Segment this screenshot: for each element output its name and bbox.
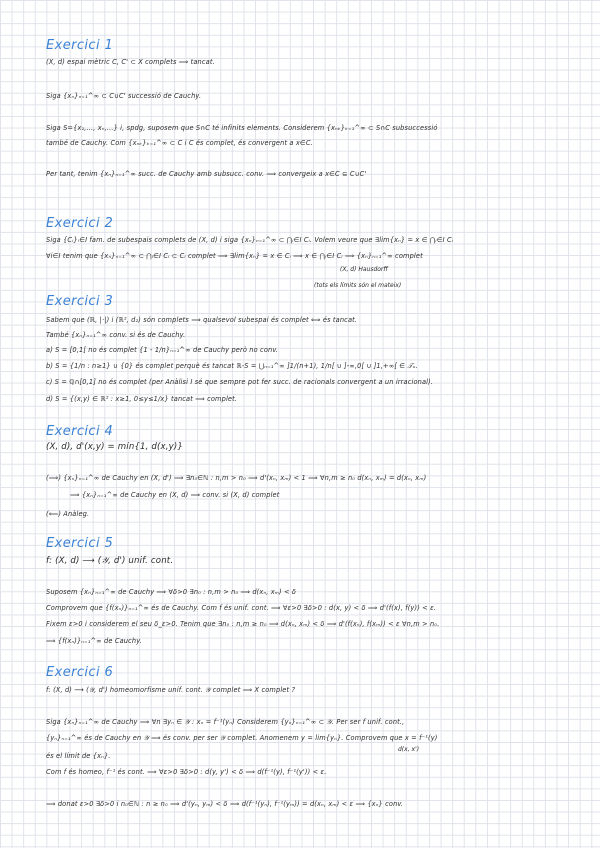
exercise-4-title: Exercici 4	[46, 424, 114, 439]
ex3-item-d: d) S = {(x,y) ∈ ℝ² : x≥1, 0≤y≤1/x} tancat ⟹ complet.	[46, 395, 238, 403]
ex5-line-2: Suposem {xₙ}ₙ₌₁^∞ de Cauchy ⟹ ∀δ>0 ∃n₀ : n,m > n₀ ⟹ d(xₙ, xₘ) < δ	[46, 588, 297, 596]
exercise-5-title: Exercici 5	[46, 536, 114, 551]
ex6-line-1: f: (X, d) ⟶ (𝒴, d') homeomorfisme unif. cont. 𝒴 complet ⟹ X complet ?	[46, 686, 296, 694]
ex4-line-2: (⟹) {xₙ}ₙ₌₁^∞ de Cauchy en (X, d') ⟹ ∃n₀∈ℕ : n,m > n₀ ⟹ d'(xₙ, xₘ) < 1 ⟹ ∀n,m ≥ n₀ d(xₙ, xₘ) = d(xₙ, xₘ)	[46, 474, 427, 482]
exercise-3-title: Exercici 3	[46, 294, 114, 309]
ex3-item-b: b) S = {1/n : n≥1} ∪ {0} és complet perquè és tancat ℝ-S = ⋃ₙ₌₁^∞ ]1/(n+1), 1/n[ ∪ ]-∞,0[ ∪ ]1,+∞[ ∈ 𝒯ᵤ.	[46, 362, 418, 370]
ex1-line-4: també de Cauchy. Com {xₙₖ}ₖ₌₁^∞ ⊂ C i C és complet, és convergent a x∈C.	[46, 139, 313, 147]
ex2-note-limits: (tots els límits són el mateix)	[314, 282, 402, 289]
ex2-line-2: ∀i∈I tenim que {xₙ}ₙ₌₁^∞ ⊂ ⋂ᵢ∈I Cᵢ ⊂ Cᵢ complet ⟹ ∃lim{xₙ} = x ∈ Cᵢ ⟹ x ∈ ⋂ᵢ∈I Cᵢ ⟹ {xₙ}ₙ₌₁^∞ complet	[46, 252, 423, 260]
ex6-line-3: {yₙ}ₙ₌₁^∞ és de Cauchy en 𝒴 ⟹ és conv. per ser 𝒴 complet. Anomenem y = lim{yₙ}. Comprovem que x = f⁻¹(y)	[46, 734, 438, 742]
ex5-line-4: Fixem ε>0 i considerem el seu δ_ε>0. Tenim que ∃n₀ : n,m ≥ n₀ ⟹ d(xₙ, xₘ) < δ ⟹ d'(f(xₙ), f(xₘ)) < ε ∀n,m > n₀.	[46, 620, 440, 628]
ex3-line-2: També {xₙ}ₙ₌₁^∞ conv. si és de Cauchy.	[46, 331, 186, 339]
ex6-line-4: és el límit de {xₙ}.	[46, 752, 111, 760]
ex3-line-1: Sabem que (ℝ, |·|) i (ℝ², d₂) són complets ⟹ qualsevol subespai és complet ⟺ és tancat.	[46, 316, 358, 324]
ex5-line-1: f: (X, d) ⟶ (𝒴, d') unif. cont.	[46, 556, 174, 566]
ex1-line-1: (X, d) espai mètric C, C' ⊂ X complets ⟹ tancat.	[46, 58, 215, 66]
ex6-line-6: ⟹ donat ε>0 ∃δ>0 i n₀∈ℕ : n ≥ n₀ ⟹ d'(yₙ, yₘ) < δ ⟹ d(f⁻¹(yₙ), f⁻¹(yₘ)) = d(xₙ, xₘ) < ε ⟹ {xₙ} conv.	[46, 800, 404, 808]
exercise-2-title: Exercici 2	[46, 216, 114, 231]
ex2-line-1: Siga {Cᵢ}ᵢ∈I fam. de subespais complets de (X, d) i siga {xₙ}ₙ₌₁^∞ ⊂ ⋂ᵢ∈I Cᵢ. Volem veure que ∃lim{xₙ} = x ∈ ⋂ᵢ∈I Cᵢ	[46, 236, 454, 244]
ex3-item-a: a) S = [0,1[ no és complet {1 - 1/n}ₙ₌₁^∞ de Cauchy però no conv.	[46, 346, 279, 354]
ex4-line-3: ⟹ {xₙ}ₙ₌₁^∞ de Cauchy en (X, d) ⟹ conv. si (X, d) complet	[70, 491, 280, 499]
ex6-line-5: Com f és homeo, f⁻¹ és cont. ⟹ ∀ε>0 ∃δ>0 : d(y, y') < δ ⟹ d(f⁻¹(y), f⁻¹(y')) < ε.	[46, 768, 327, 776]
ex4-line-1: (X, d), d'(x,y) = mín{1, d(x,y)}	[46, 442, 184, 452]
ex1-line-3: Siga S={x₁,..., xₙ,...} i, spdg, suposem que S∩C té infinits elements. Considerem {xₙₖ}ₖ₌₁^∞ ⊂ S∩C subsuccessió	[46, 124, 438, 132]
ex1-line-5: Per tant, tenim {xₙ}ₙ₌₁^∞ succ. de Cauchy amb subsucc. conv. ⟹ convergeix a x∈C ⊆ C∪C'	[46, 170, 367, 178]
ex6-note-distance: d(x, x')	[398, 746, 420, 753]
ex2-note-hausdorff: (X, d) Hausdorff	[340, 266, 388, 273]
ex6-line-2: Siga {xₙ}ₙ₌₁^∞ de Cauchy ⟹ ∀n ∃yₙ ∈ 𝒴 : xₙ = f⁻¹(yₙ) Considerem {yₙ}ₙ₌₁^∞ ⊂ 𝒴. Per ser f unif. cont.,	[46, 718, 405, 726]
exercise-1-title: Exercici 1	[46, 38, 114, 53]
ex5-line-5: ⟹ {f(xₙ)}ₙ₌₁^∞ de Cauchy.	[46, 637, 143, 645]
ex1-line-2: Siga {xₙ}ₙ₌₁^∞ ⊂ C∪C' successió de Cauchy.	[46, 92, 202, 100]
ex3-item-c: c) S = ℚ∩[0,1] no és complet (per Anàlisi I sé que sempre pot fer succ. de racionals convergent a un irracional).	[46, 378, 434, 386]
ex4-line-4: (⟸) Anàleg.	[46, 510, 90, 518]
exercise-6-title: Exercici 6	[46, 665, 114, 680]
ex5-line-3: Comprovem que {f(xₙ)}ₙ₌₁^∞ és de Cauchy. Com f és unif. cont. ⟹ ∀ε>0 ∃δ>0 : d(x, y) < δ ⟹ d'(f(x), f(y)) < ε.	[46, 604, 437, 612]
